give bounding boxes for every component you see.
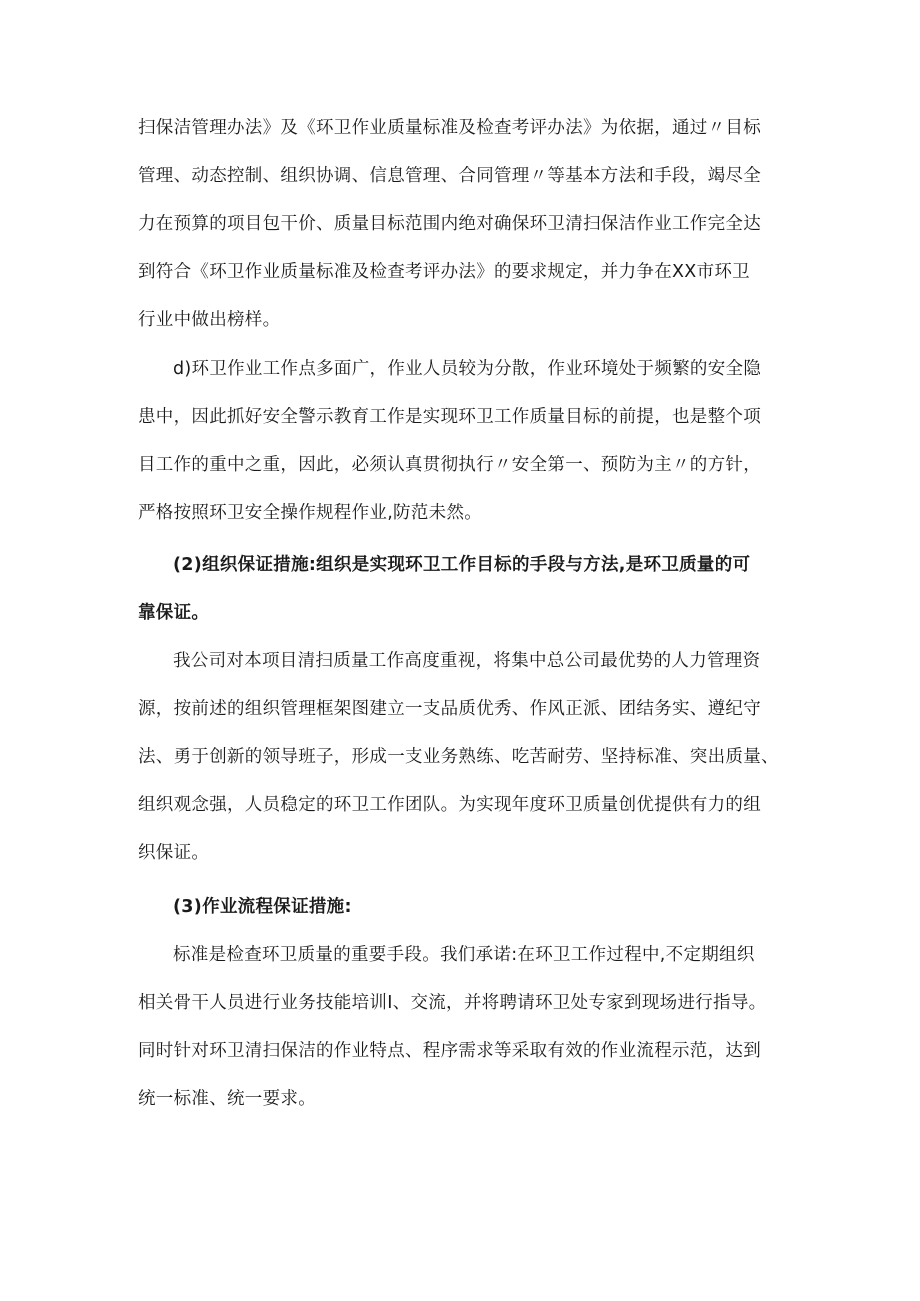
text-line: 扫保洁管理办法》及《环卫作业质量标准及检查考评办法》为依据，通过〃目标 [138,118,761,138]
paragraph-safety [138,357,798,525]
text-line: d)环卫作业工作点多面广，作业人员较为分散，作业环境处于频繁的安全隐 [173,359,762,379]
text-line: 患中，因此抓好安全警示教育工作是实现环卫工作质量目标的前提，也是整个项 [138,407,761,427]
text-line: 到符合《环卫作业质量标准及检查考评办法》的要求规定，并力争在XX市环卫 [138,262,750,282]
text-line: 组织观念强，人员稳定的环卫工作团队。为实现年度环卫质量创优提供有力的组 [138,795,761,815]
paragraph-workflow [138,943,798,1111]
text-line: 同时针对环卫清扫保洁的作业特点、程序需求等采取有效的作业流程示范，达到 [138,1041,761,1061]
paragraph-organization [138,649,798,865]
text-line: 织保证。 [138,843,210,863]
section-heading-workflow [138,895,798,919]
paragraph-continuation [138,116,798,332]
text-line: 我公司对本项目清扫质量工作高度重视，将集中总公司最优势的人力管理资 [173,651,761,671]
text-line: 行业中做出榜样。 [138,310,281,330]
text-line: 源，按前述的组织管理框架图建立一支品质优秀、作风正派、团结务实、遵纪守 [138,699,761,719]
text-line: 目工作的重中之重，因此，必须认真贯彻执行〃安全第一、预防为主〃的方针， [138,455,761,475]
heading-line: (2)组织保证措施:组织是实现环卫工作目标的手段与方法,是环卫质量的可 [173,555,751,575]
heading-line: 靠保证。 [138,603,210,623]
text-line: 标准是检查环卫质量的重要手段。我们承诺:在环卫工作过程中,不定期组织 [173,945,755,965]
text-line: 力在预算的项目包干价、质量目标范围内绝对确保环卫清扫保洁作业工作完全达 [138,214,761,234]
text-line: 统一标准、统一要求。 [138,1089,316,1109]
heading-line: (3)作业流程保证措施: [173,897,352,917]
text-line: 法、勇于创新的领导班子，形成一支业务熟练、吃苦耐劳、坚持标准、突出质量、 [138,747,779,767]
text-line: 相关骨干人员进行业务技能培训I、交流，并将聘请环卫处专家到现场进行指导。 [138,993,767,1013]
text-line: 管理、动态控制、组织协调、信息管理、合同管理〃等基本方法和手段，竭尽全 [138,166,761,186]
section-heading-organization [138,553,798,625]
text-line: 严格按照环卫安全操作规程作业,防范未然。 [138,503,483,523]
